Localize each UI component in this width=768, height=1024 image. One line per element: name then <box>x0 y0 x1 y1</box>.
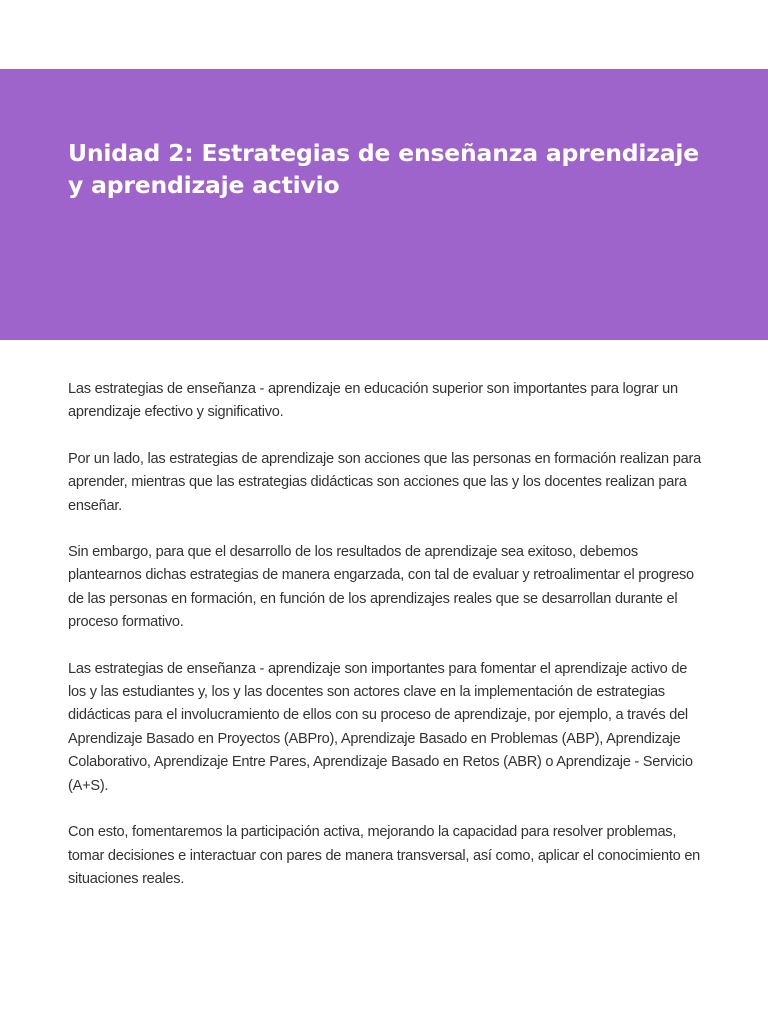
unit-header-banner <box>0 69 768 340</box>
paragraph-intro: Las estrategias de enseñanza - aprendizaje en educación superior son importantes para lograr un aprendizaje efectivo y significativo. <box>68 381 678 421</box>
unit-body <box>68 378 708 914</box>
paragraph-active-learning: Las estrategias de enseñanza - aprendizaje son importantes para fomentar el aprendizaje activo de los y las estudiantes y, los y las docentes son actores clave en la implementación de estrategias didácticas para el involucramiento de ellos con su proceso de aprendizaje, por ejemplo, a través del Aprendizaje Basado en Proyectos (ABPro), Aprendizaje Basado en Problemas (ABP), Aprendizaje Colaborativo, Aprendizaje Entre Pares, Aprendizaje Basado en Retos (ABR) o Aprendizaje - Servicio (A+S). <box>68 660 693 794</box>
unit-title: Unidad 2: Estrategias de enseñanza aprendizaje y aprendizaje activio <box>68 139 699 199</box>
paragraph-definitions: Por un lado, las estrategias de aprendizaje son acciones que las personas en formación realizan para aprender, mientras que las estrategias didácticas son acciones que las y los docentes realizan para enseñar. <box>68 450 701 514</box>
paragraph-assessment: Sin embargo, para que el desarrollo de los resultados de aprendizaje sea exitoso, debemos plantearnos dichas estrategias de manera engarzada, con tal de evaluar y retroalimentar el progreso de las personas en formación, en función de los aprendizajes reales que se desarrollan durante el proceso formativo. <box>68 544 694 631</box>
paragraph-conclusion: Con esto, fomentaremos la participación activa, mejorando la capacidad para resolver problemas, tomar decisiones e interactuar con pares de manera transversal, así como, aplicar el conocimiento en situaciones reales. <box>68 824 701 887</box>
